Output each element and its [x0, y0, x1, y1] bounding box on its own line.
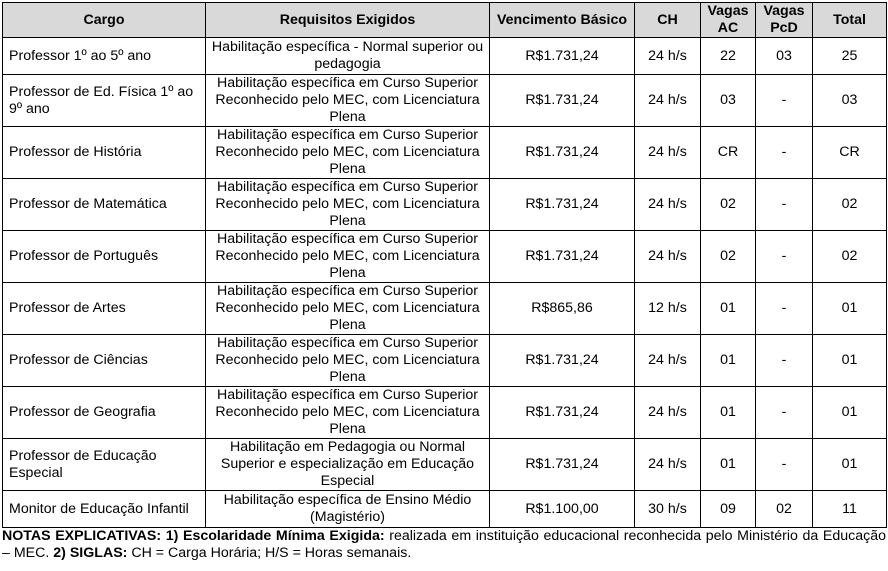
cell-vagas-ac: 02 — [701, 231, 756, 283]
table-row — [3, 491, 887, 528]
cell-cargo: Monitor de Educação Infantil — [3, 491, 206, 528]
cell-requisitos: Habilitação específica em Curso Superior Reconhecido pelo MEC, com Licenciatura Plena — [206, 283, 490, 335]
cell-vencimento: R$1.731,24 — [490, 179, 635, 231]
notes-label: NOTAS EXPLICATIVAS: — [2, 528, 162, 544]
header-cargo: Cargo — [3, 3, 206, 38]
table-row — [3, 75, 887, 127]
cell-cargo: Professor de Matemática — [3, 179, 206, 231]
cell-vencimento: R$1.731,24 — [490, 335, 635, 387]
cell-requisitos: Habilitação específica em Curso Superior Reconhecido pelo MEC, com Licenciatura Plena — [206, 387, 490, 439]
cell-vagas-pcd: - — [756, 283, 813, 335]
cell-ch: 30 h/s — [635, 491, 701, 528]
header-vencimento: Vencimento Básico — [490, 3, 635, 38]
cell-vencimento: R$1.731,24 — [490, 38, 635, 75]
cell-vagas-ac: 09 — [701, 491, 756, 528]
table-row — [3, 283, 887, 335]
cell-requisitos: Habilitação específica de Ensino Médio (Magistério) — [206, 491, 490, 528]
cell-total: 25 — [813, 38, 887, 75]
note-2-title: SIGLAS: — [69, 545, 128, 561]
cell-vencimento: R$1.731,24 — [490, 127, 635, 179]
table-body — [3, 38, 887, 528]
cell-cargo: Professor de Geografia — [3, 387, 206, 439]
cell-vencimento: R$1.731,24 — [490, 231, 635, 283]
table-row — [3, 38, 887, 75]
cell-cargo: Professor de Artes — [3, 283, 206, 335]
cell-ch: 24 h/s — [635, 439, 701, 491]
cell-vagas-ac: 01 — [701, 335, 756, 387]
cell-vagas-pcd: - — [756, 439, 813, 491]
cell-vencimento: R$865,86 — [490, 283, 635, 335]
cell-ch: 12 h/s — [635, 283, 701, 335]
cell-total: 11 — [813, 491, 887, 528]
cell-vagas-ac: 01 — [701, 439, 756, 491]
cell-cargo: Professor de Educação Especial — [3, 439, 206, 491]
cell-total: 03 — [813, 75, 887, 127]
header-vagas-ac: Vagas AC — [701, 3, 756, 38]
table-row — [3, 335, 887, 387]
cell-total: 01 — [813, 335, 887, 387]
table-row — [3, 387, 887, 439]
cell-vagas-pcd: - — [756, 75, 813, 127]
cell-vencimento: R$1.100,00 — [490, 491, 635, 528]
cell-vagas-pcd: - — [756, 335, 813, 387]
cell-ch: 24 h/s — [635, 38, 701, 75]
note-1-title: Escolaridade Mínima Exigida: — [182, 528, 385, 544]
cell-cargo: Professor de Ed. Física 1º ao 9º ano — [3, 75, 206, 127]
cell-vagas-ac: 02 — [701, 179, 756, 231]
document — [2, 2, 886, 562]
cell-total: 01 — [813, 387, 887, 439]
header-ch: CH — [635, 3, 701, 38]
cell-total: 01 — [813, 283, 887, 335]
cell-cargo: Professor de Português — [3, 231, 206, 283]
cell-vagas-ac: 03 — [701, 75, 756, 127]
cell-requisitos: Habilitação específica em Curso Superior Reconhecido pelo MEC, com Licenciatura Plena — [206, 179, 490, 231]
table-row — [3, 439, 887, 491]
cell-ch: 24 h/s — [635, 75, 701, 127]
cell-ch: 24 h/s — [635, 387, 701, 439]
vacancy-table — [2, 2, 887, 528]
table-row — [3, 231, 887, 283]
cell-requisitos: Habilitação específica em Curso Superior Reconhecido pelo MEC, com Licenciatura Plena — [206, 75, 490, 127]
table-row — [3, 179, 887, 231]
cell-vagas-pcd: 02 — [756, 491, 813, 528]
header-requisitos: Requisitos Exigidos — [206, 3, 490, 38]
cell-vagas-pcd: - — [756, 179, 813, 231]
cell-vagas-pcd: - — [756, 127, 813, 179]
cell-cargo: Professor de História — [3, 127, 206, 179]
cell-requisitos: Habilitação específica - Normal superior ou pedagogia — [206, 38, 490, 75]
cell-vagas-ac: CR — [701, 127, 756, 179]
note-1-number: 1) — [165, 528, 179, 544]
note-2-text: CH = Carga Horária; H/S = Horas semanais. — [131, 545, 412, 561]
table-header-row — [3, 3, 887, 38]
cell-total: CR — [813, 127, 887, 179]
cell-vagas-pcd: - — [756, 387, 813, 439]
cell-vagas-ac: 01 — [701, 283, 756, 335]
cell-requisitos: Habilitação específica em Curso Superior Reconhecido pelo MEC, com Licenciatura Plena — [206, 231, 490, 283]
cell-vencimento: R$1.731,24 — [490, 387, 635, 439]
cell-ch: 24 h/s — [635, 335, 701, 387]
cell-cargo: Professor 1º ao 5º ano — [3, 38, 206, 75]
note-1-text: realizada em instituição educacional reconhecida pelo Ministério da Educação – MEC. — [2, 528, 886, 561]
cell-cargo: Professor de Ciências — [3, 335, 206, 387]
cell-ch: 24 h/s — [635, 127, 701, 179]
table-row — [3, 127, 887, 179]
cell-ch: 24 h/s — [635, 179, 701, 231]
cell-vagas-pcd: - — [756, 231, 813, 283]
cell-requisitos: Habilitação específica em Curso Superior Reconhecido pelo MEC, com Licenciatura Plena — [206, 127, 490, 179]
cell-requisitos: Habilitação específica em Curso Superior Reconhecido pelo MEC, com Licenciatura Plena — [206, 335, 490, 387]
cell-vencimento: R$1.731,24 — [490, 439, 635, 491]
note-2-number: 2) — [53, 545, 66, 561]
cell-ch: 24 h/s — [635, 231, 701, 283]
explanatory-notes — [2, 528, 886, 562]
cell-vagas-pcd: 03 — [756, 38, 813, 75]
header-vagas-pcd: Vagas PcD — [756, 3, 813, 38]
header-total: Total — [813, 3, 887, 38]
cell-total: 02 — [813, 179, 887, 231]
cell-total: 02 — [813, 231, 887, 283]
cell-vagas-ac: 22 — [701, 38, 756, 75]
cell-vencimento: R$1.731,24 — [490, 75, 635, 127]
cell-total: 01 — [813, 439, 887, 491]
cell-vagas-ac: 01 — [701, 387, 756, 439]
cell-requisitos: Habilitação em Pedagogia ou Normal Superior e especialização em Educação Especial — [206, 439, 490, 491]
